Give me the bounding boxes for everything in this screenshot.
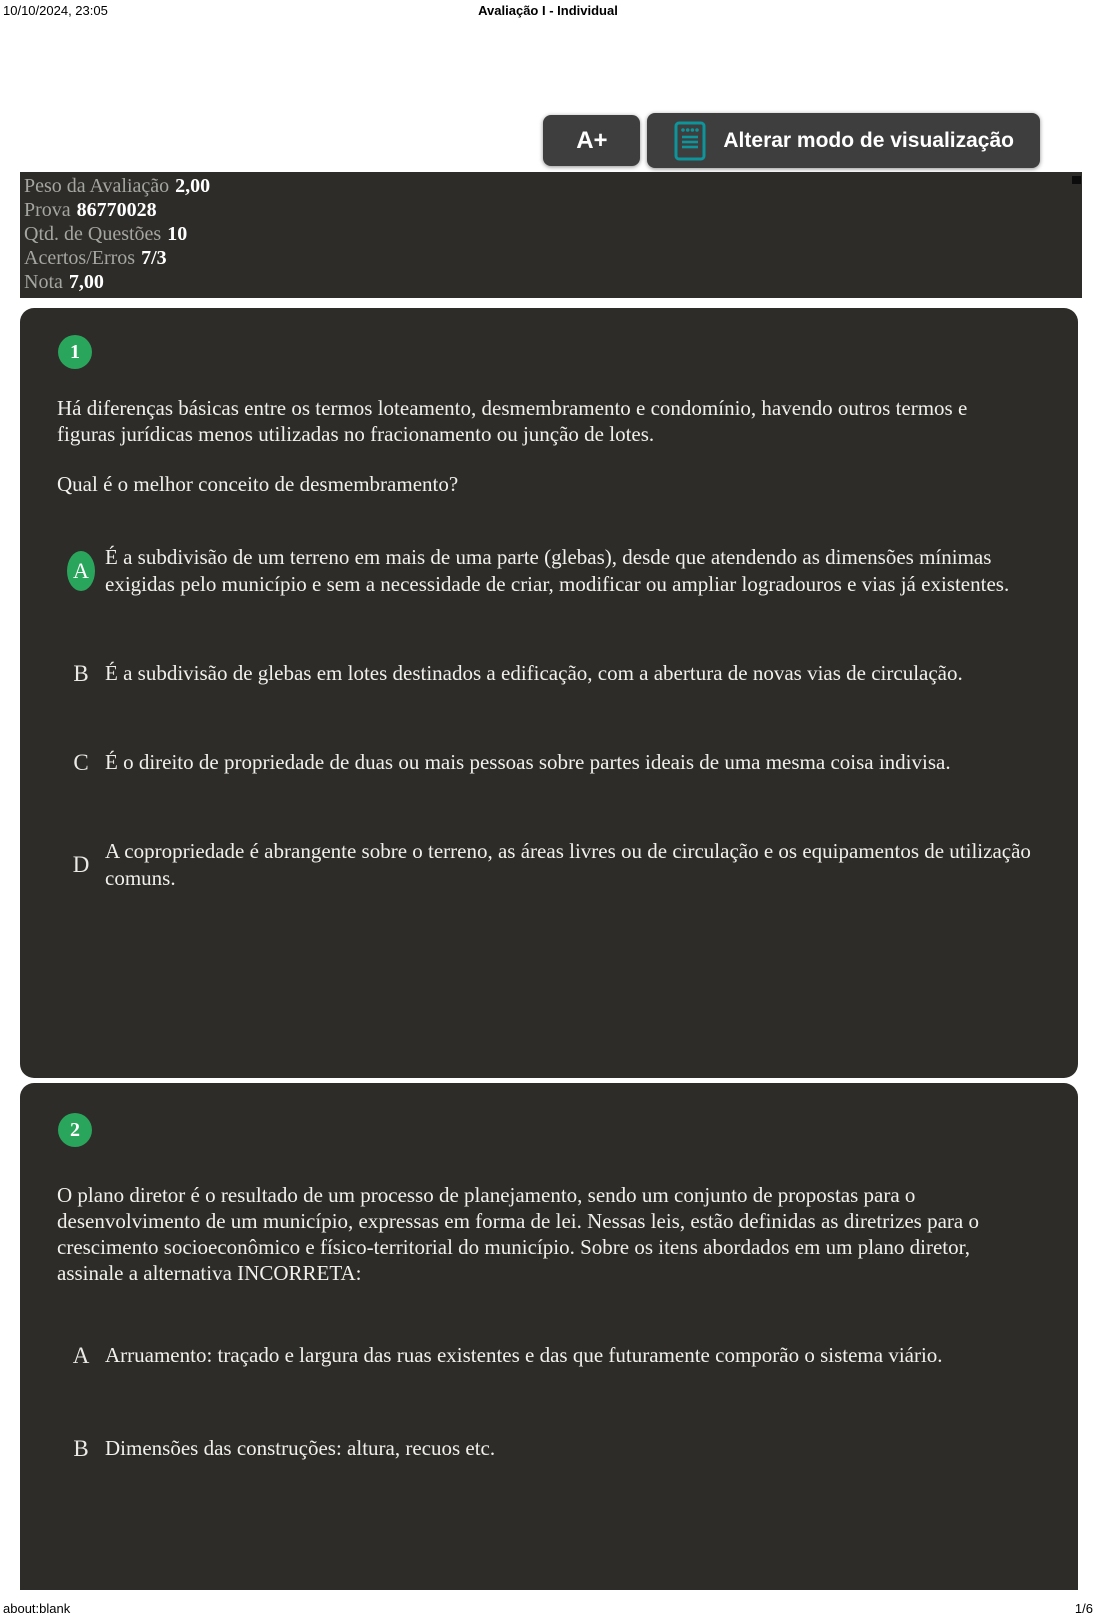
print-datetime: 10/10/2024, 23:05 [3, 3, 108, 18]
question-text: O plano diretor é o resultado de um processo de planejamento, sendo um conjunto de propostas para o desenvolvimento de um município, expressas em forma de lei. Nessas leis, estão definidas as diretrizes para o crescimento socioeconômico e físico-territorial do município. Sobre os itens abordados em um plano diretor, assinale a alternativa INCORRETA: [57, 1183, 979, 1285]
summary-label: Prova [24, 199, 71, 221]
summary-row [24, 246, 1082, 270]
summary-value: 2,00 [175, 175, 211, 197]
option-letter-badge [57, 551, 105, 591]
page-title: Avaliação I - Individual [478, 3, 618, 18]
toolbar [543, 113, 1040, 168]
option-row-c[interactable] [20, 749, 1078, 776]
options-list [20, 544, 1078, 892]
summary-value: 7,00 [68, 271, 104, 293]
view-mode-button[interactable] [647, 113, 1040, 168]
option-text: É o direito de propriedade de duas ou mais pessoas sobre partes ideais de uma mesma coisa indivisa. [105, 750, 951, 774]
option-letter: D [72, 852, 90, 877]
option-letter: B [73, 1435, 89, 1461]
print-url: about:blank [3, 1601, 71, 1616]
summary-label: Qtd. de Questões [24, 223, 162, 245]
summary-label: Nota [24, 271, 63, 293]
font-size-button[interactable]: A+ [543, 115, 640, 166]
document-lines-icon [673, 120, 707, 162]
question-text: Há diferenças básicas entre os termos loteamento, desmembramento e condomínio, havendo outros termos e figuras jurídicas menos utilizadas no fracionamento ou junção de lotes. [57, 396, 968, 446]
option-text: É a subdivisão de glebas em lotes destinados a edificação, com a abertura de novas vias de circulação. [105, 661, 963, 685]
summary-value: 7/3 [141, 247, 167, 269]
question-card-2 [20, 1083, 1078, 1590]
selected-answer-badge: A [67, 551, 95, 591]
summary-label: Acertos/Erros [24, 247, 136, 269]
decorative-mark [1072, 176, 1081, 184]
option-letter: B [73, 660, 89, 686]
question-number-badge: 1 [58, 335, 92, 369]
summary-row [24, 270, 1082, 294]
print-header [0, 3, 1096, 18]
summary-label: Peso da Avaliação [24, 175, 170, 197]
print-footer [3, 1601, 1093, 1616]
summary-row [24, 198, 1082, 222]
option-text: Arruamento: traçado e largura das ruas existentes e das que futuramente comporão o sistema viário. [105, 1343, 943, 1367]
view-mode-label: Alterar modo de visualização [723, 128, 1014, 152]
summary-row [24, 174, 1082, 198]
summary-row [24, 222, 1082, 246]
option-row-b[interactable] [20, 1435, 1078, 1462]
option-letter: A [72, 1342, 90, 1368]
summary-value: 86770028 [76, 199, 157, 221]
option-text: Dimensões das construções: altura, recuos etc. [105, 1436, 496, 1460]
question-text: Qual é o melhor conceito de desmembramento? [57, 472, 459, 496]
option-text: É a subdivisão de um terreno em mais de uma parte (glebas), desde que atendendo as dimensões mínimas exigidas pelo município e sem a necessidade de criar, modificar ou ampliar logradouros e vias já existentes. [105, 545, 1010, 596]
question-number-badge: 2 [58, 1113, 92, 1147]
question-card-1 [20, 308, 1078, 1078]
option-row-a[interactable] [20, 544, 1078, 598]
option-letter: C [73, 749, 89, 775]
exam-summary [20, 172, 1082, 298]
summary-value: 10 [167, 223, 188, 245]
option-row-b[interactable] [20, 660, 1078, 687]
option-text: A copropriedade é abrangente sobre o terreno, as áreas livres ou de circulação e os equipamentos de utilização comuns. [105, 839, 1031, 890]
option-row-a[interactable] [20, 1342, 1078, 1369]
options-list [20, 1342, 1078, 1462]
print-page-number: 1/6 [1074, 1601, 1093, 1616]
option-row-d[interactable] [20, 838, 1078, 892]
